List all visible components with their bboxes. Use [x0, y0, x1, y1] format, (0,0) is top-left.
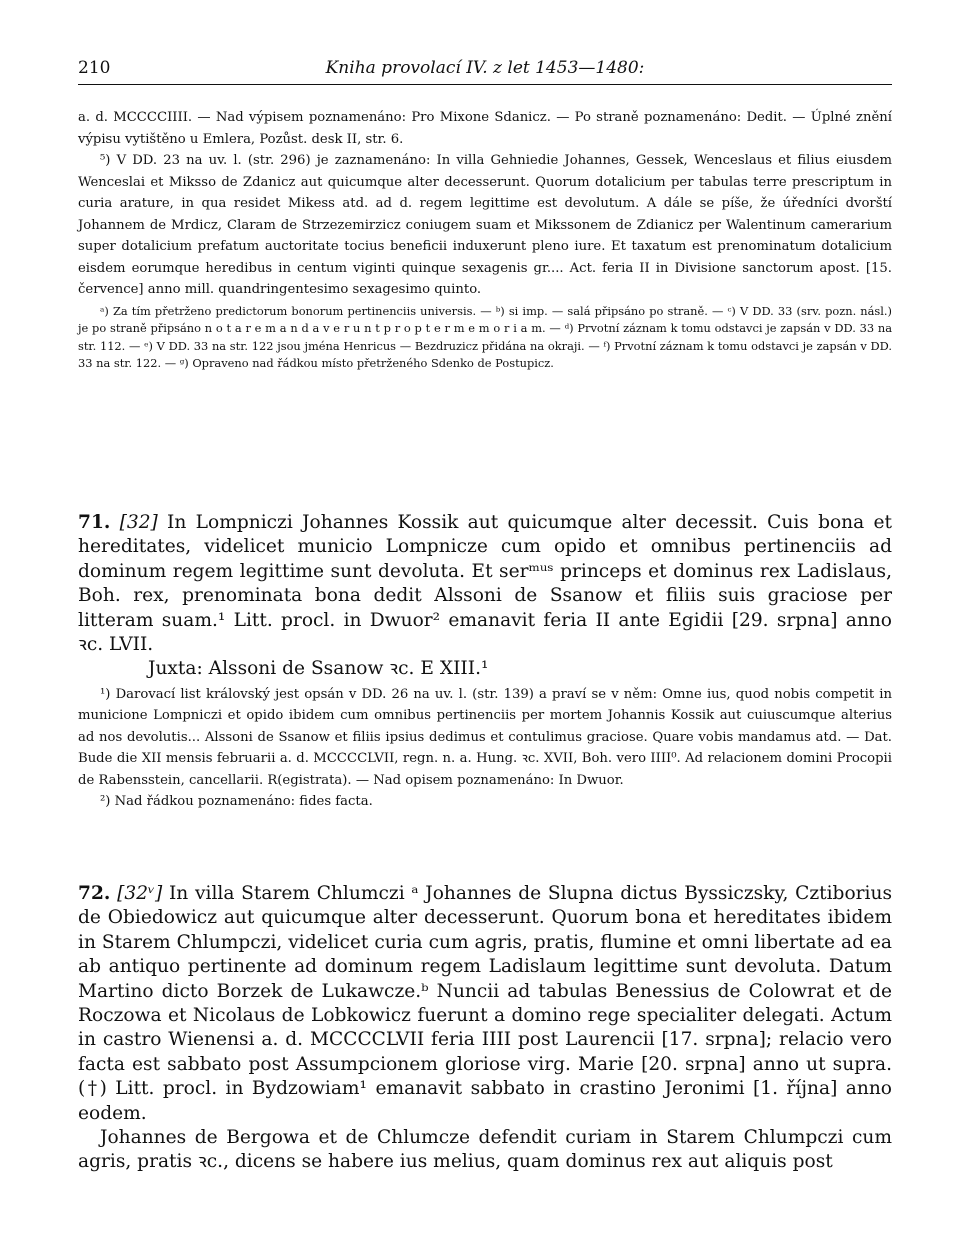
entry-71	[78, 511, 892, 813]
footnote: ¹) Darovací list královský jest opsán v DD. 26 na uv. l. (str. 139) a praví se v něm: Omne ius, quod nobis competit in municione Lompniczi et opido ibidem cum omnibus pertinenciis per mortem Johannis Kossik aut cuiuscumque alterius ad nos devolutis... Alssoni de Ssanow et filiis ipsius dedimus et contulimus graciose. Quare vobis mandamus atd. — Dat. Bude die XII mensis februarii a. d. MCCCCLVII, regn. n. a. Hung. ꝛc. XVII, Boh. vero IIII⁰. Ad relacionem domini Procopii de Rabensstein, cancellarii. R(egistrata). — Nad opisem poznamenáno: In Dwuor.	[78, 686, 892, 788]
entry-text-continued: Johannes de Bergowa et de Chlumcze defendit curiam in Starem Chlumpczi cum agris, pratis ꝛc., dicens se habere ius melius, quam dominus rex aut aliquis post	[78, 1127, 892, 1173]
note-paragraph: ⁵) V DD. 23 na uv. l. (str. 296) je zaznamenáno: In villa Gehniedie Johannes, Gessek, Wenceslaus et filius eiusdem Wenceslai et Miksso de Zdanicz aut quicumque alter decesserunt. Quorum dotalicium per tabulas terre prescriptum in curia arature, in qua residet Mikess atd. ad d. regem legittime est devolutum. A dále se píše, že úředníci dvorští Johannem de Mrdicz, Claram de Strzezemirzicz coniugem suam et Mikssonem de Zdianicz per Walentinum camerarium super dotalicium prefatum auctoritate tocius beneficii induxerunt pleno iure. Et taxatum est prenominatum dotalicium eisdem eorumque heredibus in centum viginti quinque sexagenis gr.... Act. feria II in Divisione sanctorum apost. [15. července] anno mill. quandringentesimo sexagesimo quinto.	[78, 153, 892, 297]
running-title: Kniha provolací IV. z let 1453—1480:	[325, 58, 645, 78]
page-header	[78, 58, 892, 84]
top-notes	[78, 107, 892, 301]
juxta-line: Juxta: Alssoni de Ssanow ꝛc. E XIII.¹	[148, 658, 489, 680]
footnote: ²) Nad řádkou poznamenáno: fides facta.	[100, 794, 373, 810]
folio-mark: [32]	[119, 512, 158, 533]
entry-number: 72.	[78, 883, 111, 904]
entry-number: 71.	[78, 512, 111, 533]
critical-apparatus	[78, 303, 892, 373]
entry-72	[78, 882, 892, 1175]
entry-71-footnotes	[78, 684, 892, 813]
page-number: 210	[78, 58, 111, 78]
folio-mark: [32ᵛ]	[117, 883, 163, 904]
page	[78, 58, 892, 1173]
entry-text: In villa Starem Chlumczi ᵃ Johannes de Slupna dictus Byssiczsky, Cztiborius de Obiedowicz aut quicumque alter decesserunt. Quorum bona et hereditates ibidem in Starem Chlumpczi, videlicet curia cum agris, pratis, flumine et omni libertate ad ea ab antiquo pertinente ad dominum regem Ladislaum legittime sunt devoluta. Datum Martino dicto Borzek de Lukawcze.ᵇ Nuncii ad tabulas Benessius de Colowrat et de Roczowa et Nicolaus de Lobkowicz fuerunt a domino rege specialiter delegati. Actum in castro Wienensi a. d. MCCCCLVII feria IIII post Laurencii [17. srpna]; relacio vero facta est sabbato post Assumpcionem gloriose virg. Marie [20. srpna] anno ut supra. (†) Litt. procl. in Bydzowiam¹ emanavit sabbato in crastino Jeronimi [1. října] anno eodem.	[78, 883, 892, 1124]
entry-text: In Lompniczi Johannes Kossik aut quicumque alter decessit. Cuis bona et hereditates, videlicet municio Lompnicze cum opido et omnibus pertinenciis ad dominum regem legittime sunt devoluta. Et serᵐᵘˢ princeps et dominus rex Ladislaus, Boh. rex, prenominata bona dedit Alssoni de Ssanow et filiis suis graciose per litteram suam.¹ Litt. procl. in Dwuor² emanavit feria II ante Egidii [29. srpna] anno ꝛc. LVII.	[78, 512, 892, 656]
note-paragraph: a. d. MCCCCIIII. — Nad výpisem poznamenáno: Pro Mixone Sdanicz. — Po straně poznamenáno: Dedit. — Úplné znění výpisu vytištěno u Emlera, Pozůst. desk II, str. 6.	[78, 110, 892, 147]
header-rule	[78, 84, 892, 85]
apparatus-paragraph: ᵃ) Za tím přetrženo predictorum bonorum pertinenciis universis. — ᵇ) si imp. — salá připsáno po straně. — ᶜ) V DD. 33 (srv. pozn. násl.) je po straně připsáno n o t a r e m a n d a v e r u n t p r o p t e r m e m o r i a m. — ᵈ) Prvotní záznam k tomu odstavci je zapsán v DD. 33 na str. 112. — ᵉ) V DD. 33 na str. 122 jsou jména Henricus — Bezdruzicz přidána na okraji. — ᶠ) Prvotní záznam k tomu odstavci je zapsán v DD. 33 na str. 122. — ᵍ) Opraveno nad řádkou místo přetrženého Sdenko de Postupicz.	[78, 303, 892, 370]
